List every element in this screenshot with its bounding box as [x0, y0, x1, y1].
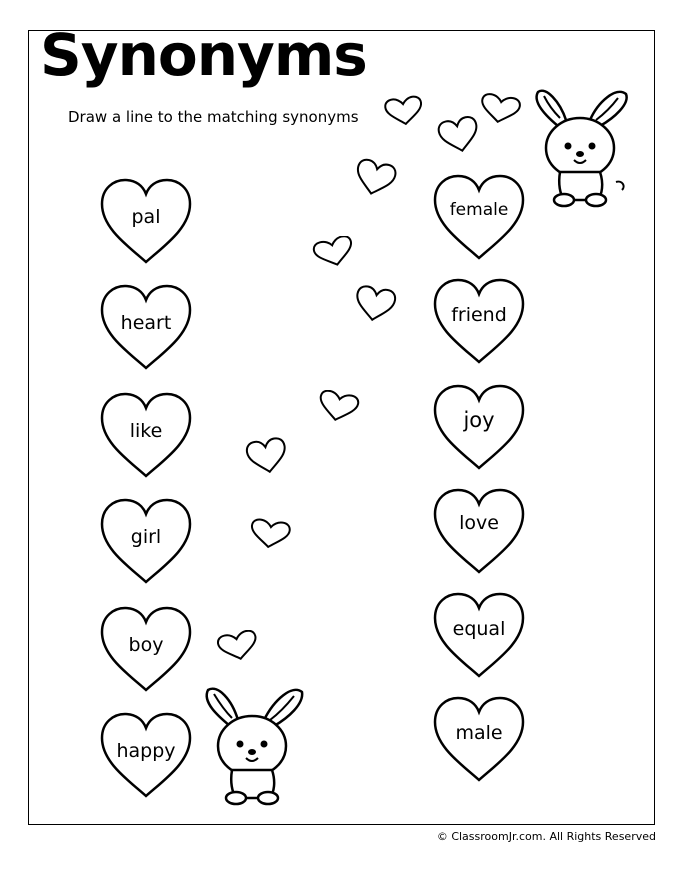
small-heart-icon	[248, 518, 292, 550]
bunny-icon	[528, 86, 632, 210]
small-heart-icon	[312, 236, 356, 268]
instruction-text: Draw a line to the matching synonyms	[68, 108, 359, 126]
left-word-heart	[98, 282, 194, 374]
right-word: love	[459, 512, 499, 534]
right-word: friend	[451, 304, 507, 326]
right-word: equal	[452, 618, 506, 640]
left-word: boy	[128, 634, 164, 656]
left-word-heart	[98, 604, 194, 696]
right-word: female	[449, 200, 509, 220]
right-word: male	[455, 722, 503, 744]
small-heart-icon	[352, 158, 398, 198]
right-word-heart	[431, 590, 527, 682]
small-heart-icon	[478, 93, 522, 125]
left-word-heart	[98, 390, 194, 482]
left-word: like	[129, 420, 163, 442]
left-word-heart	[98, 176, 194, 268]
left-word: happy	[116, 740, 176, 762]
right-word-heart	[431, 382, 527, 474]
small-heart-icon	[216, 630, 260, 662]
right-word-heart	[431, 486, 527, 578]
copyright-text: © ClassroomJr.com. All Rights Reserved	[436, 830, 656, 843]
left-word: pal	[131, 206, 161, 228]
bunny-icon	[198, 682, 308, 808]
small-heart-icon	[352, 284, 398, 324]
small-heart-icon	[436, 115, 482, 155]
left-word: heart	[120, 312, 172, 334]
left-word-heart	[98, 496, 194, 588]
right-word-heart	[431, 276, 527, 368]
small-heart-icon	[316, 390, 360, 424]
worksheet-title: Synonyms	[40, 21, 367, 89]
left-word-heart	[98, 710, 194, 802]
right-word-heart	[431, 172, 527, 264]
small-heart-icon	[383, 95, 425, 127]
small-heart-icon	[244, 436, 290, 476]
right-word: joy	[463, 408, 495, 432]
left-word: girl	[130, 526, 162, 548]
right-word-heart	[431, 694, 527, 786]
